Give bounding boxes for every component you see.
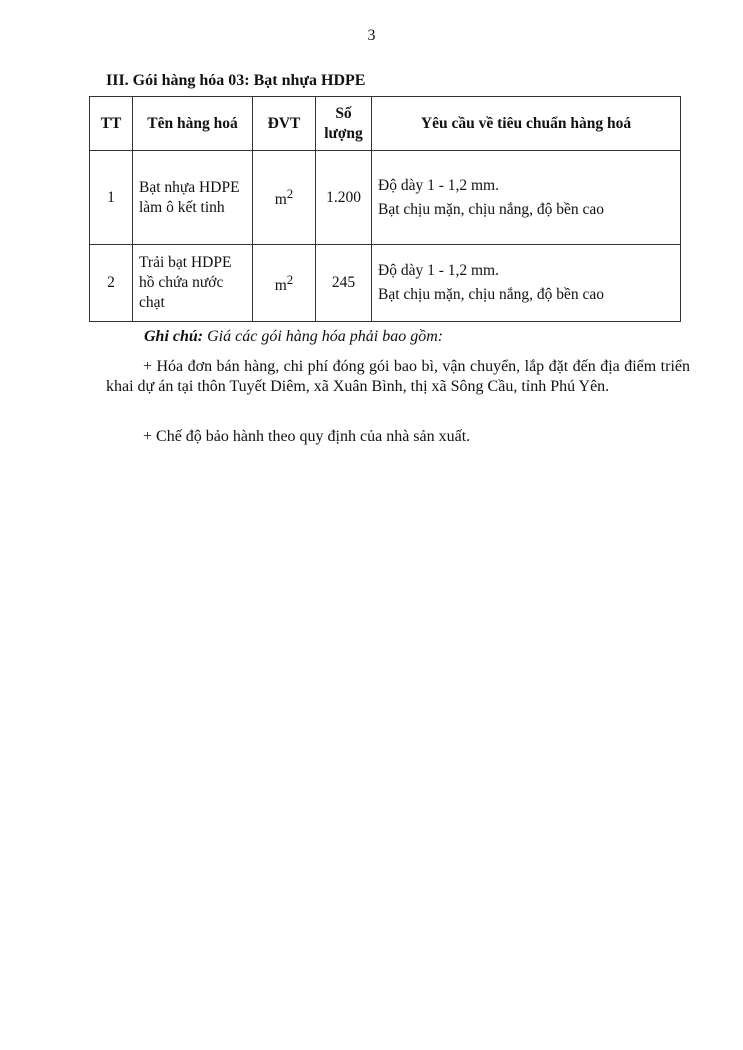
cell-unit	[253, 245, 316, 322]
requirement-thickness: Độ dày 1 - 1,2 mm.	[378, 176, 499, 194]
table-row	[90, 151, 681, 245]
cell-tt: 2	[90, 245, 133, 322]
unit-base: m	[274, 277, 287, 295]
header-qty-line2: lượng	[324, 124, 363, 142]
note-heading	[144, 328, 443, 346]
header-requirements: Yêu cầu về tiêu chuẩn hàng hoá	[372, 97, 681, 151]
unit-base: m	[274, 191, 287, 209]
note-label: Ghi chú:	[144, 328, 204, 345]
requirement-durability: Bạt chịu mặn, chịu nắng, độ bền cao	[378, 286, 604, 303]
table-header-row	[90, 97, 681, 151]
header-qty-line1: Số	[335, 104, 352, 122]
header-tt: TT	[90, 97, 133, 151]
cell-requirements	[372, 151, 681, 245]
requirement-thickness: Độ dày 1 - 1,2 mm.	[378, 262, 499, 279]
cell-tt: 1	[90, 151, 133, 245]
requirement-durability: Bạt chịu mặn, chịu nắng, độ bền cao	[378, 200, 604, 218]
note-item-invoice: + Hóa đơn bán hàng, chi phí đóng gói bao bì, vận chuyển, lắp đặt đến địa điểm triển khai dự án tại thôn Tuyết Diêm, xã Xuân Bình, thị xã Sông Cầu, tỉnh Phú Yên.	[106, 358, 690, 395]
cell-name: Trải bạt HDPE hồ chứa nước chạt	[133, 245, 253, 322]
goods-table	[89, 96, 681, 322]
note-text: Giá các gói hàng hóa phải bao gồm:	[203, 328, 444, 345]
page-number: 3	[367, 27, 376, 44]
cell-requirements	[372, 245, 681, 322]
header-unit: ĐVT	[253, 97, 316, 151]
cell-qty: 1.200	[316, 151, 372, 245]
unit-exponent: 2	[286, 271, 294, 287]
section-title: III. Gói hàng hóa 03: Bạt nhựa HDPE	[106, 72, 366, 89]
cell-unit	[253, 151, 316, 245]
cell-qty: 245	[316, 245, 372, 322]
header-name: Tên hàng hoá	[133, 97, 253, 151]
header-qty	[316, 97, 372, 151]
table-row	[90, 245, 681, 322]
note-item-warranty: + Chế độ bảo hành theo quy định của nhà sản xuất.	[143, 428, 471, 445]
unit-exponent: 2	[286, 186, 294, 202]
cell-name: Bạt nhựa HDPE làm ô kết tinh	[133, 151, 253, 245]
